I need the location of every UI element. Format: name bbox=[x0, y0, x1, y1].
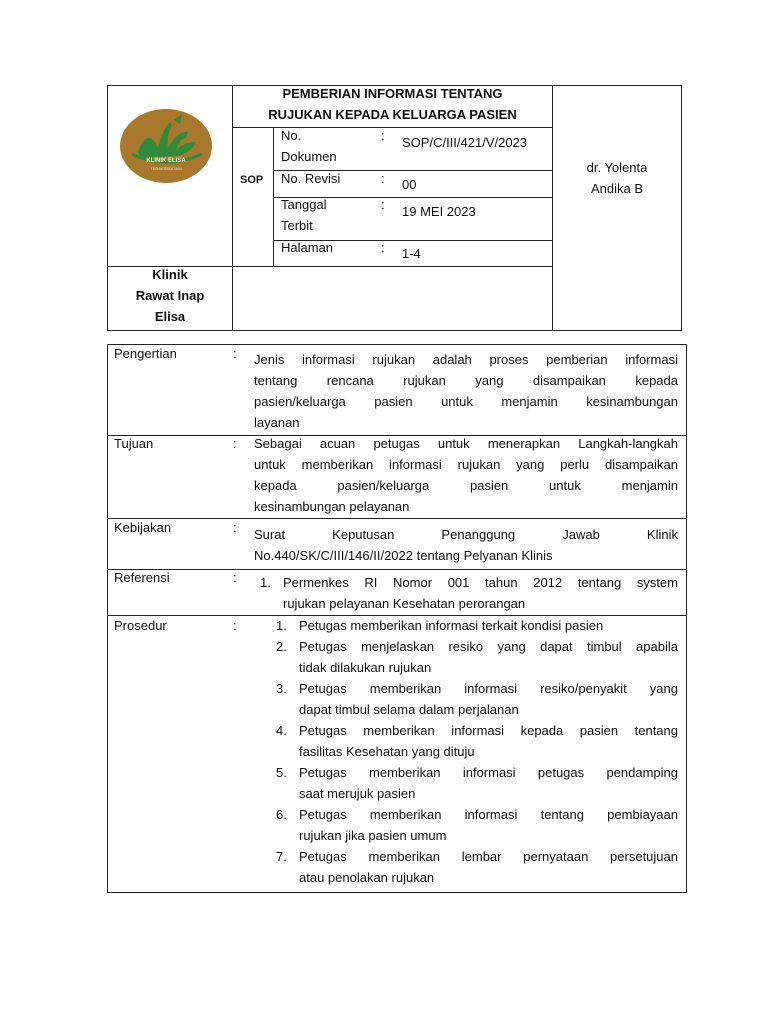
section-label-kebijakan: Kebijakan bbox=[114, 520, 172, 535]
section-label-prosedur: Prosedur bbox=[114, 618, 167, 633]
kebijakan-line-2: No.440/SK/C/III/146/II/2022 tentang Pelyanan Klinis bbox=[254, 548, 553, 563]
tujuan-line-2: untuk memberikan informasi rujukan yang perlu disampaikan bbox=[254, 457, 678, 472]
pengertian-line-3: pasien/keluarga pasien untuk menjamin kesinambungan bbox=[254, 394, 678, 409]
meta-colon-1: : bbox=[381, 128, 385, 143]
pengertian-line-2: tentang rencana rujukan yang disampaikan kepada bbox=[254, 373, 678, 388]
sop-title-line-1: PEMBERIAN INFORMASI TENTANG bbox=[282, 86, 503, 101]
meta-colon-4: : bbox=[381, 240, 385, 255]
clinic-name-line-1: Klinik bbox=[152, 267, 188, 282]
logo-text-bottom: TERAKREDITASI bbox=[150, 166, 182, 171]
referensi-number: 1. bbox=[260, 575, 271, 590]
clinic-name-line-2: Rawat Inap bbox=[135, 288, 205, 303]
clinic-name-line-3: Elisa bbox=[154, 309, 186, 324]
referensi-line-2: rujukan pelayanan Kesehatan perorangan bbox=[283, 596, 526, 611]
prosedur-num-3: 3. bbox=[276, 681, 287, 696]
meta-colon-3: : bbox=[381, 197, 385, 212]
prosedur-item-2-line-2: tidak dilakukan rujukan bbox=[299, 660, 432, 675]
section-colon-kebijakan: : bbox=[233, 520, 237, 535]
pengertian-line-4: layanan bbox=[254, 415, 300, 430]
meta-label-halaman: Halaman bbox=[281, 240, 334, 255]
prosedur-item-6-line-1: Petugas memberikan informasi tentang pembiayaan bbox=[299, 807, 678, 822]
section-colon-referensi: : bbox=[233, 570, 237, 585]
prosedur-item-4-line-1: Petugas memberikan informasi kepada pasien tentang bbox=[299, 723, 678, 738]
section-label-referensi: Referensi bbox=[114, 570, 170, 585]
meta-colon-2: : bbox=[381, 171, 385, 186]
sop-label: SOP bbox=[240, 174, 264, 186]
prosedur-num-4: 4. bbox=[276, 723, 287, 738]
signer-line-2: Andika B bbox=[590, 181, 644, 196]
prosedur-item-2-line-1: Petugas menjelaskan resiko yang dapat timbul apabila bbox=[299, 639, 678, 654]
pengertian-line-1: Jenis informasi rujukan adalah proses pemberian informasi bbox=[254, 352, 678, 367]
meta-label-no-dokumen-1: No. bbox=[281, 128, 302, 143]
referensi-line-1: Permenkes RI Nomor 001 tahun 2012 tentang system bbox=[283, 575, 678, 590]
kebijakan-line-1: Surat Keputusan Penanggung Jawab Klinik bbox=[254, 527, 678, 542]
section-colon-tujuan: : bbox=[233, 436, 237, 451]
prosedur-num-7: 7. bbox=[276, 849, 287, 864]
prosedur-num-2: 2. bbox=[276, 639, 287, 654]
meta-value-halaman: 1-4 bbox=[402, 246, 421, 261]
prosedur-item-3-line-1: Petugas memberikan informasi resiko/penyakit yang bbox=[299, 681, 678, 696]
prosedur-item-5-line-1: Petugas memberikan informasi petugas pendamping bbox=[299, 765, 678, 780]
prosedur-item-7-line-2: atau penolakan rujukan bbox=[299, 870, 435, 885]
prosedur-item-4-line-2: fasilitas Kesehatan yang dituju bbox=[299, 744, 475, 759]
meta-value-no-revisi: 00 bbox=[402, 177, 417, 192]
tujuan-line-3: kepada pasien/keluarga pasien untuk menjamin bbox=[254, 478, 678, 493]
prosedur-num-1: 1. bbox=[276, 618, 287, 633]
signer-line-1: dr. Yolenta bbox=[586, 160, 648, 175]
clinic-logo bbox=[118, 108, 214, 184]
prosedur-item-5-line-2: saat merujuk pasien bbox=[299, 786, 416, 801]
prosedur-item-3-line-2: dapat timbul selama dalam perjalanan bbox=[299, 702, 519, 717]
prosedur-num-5: 5. bbox=[276, 765, 287, 780]
tujuan-line-4: kesinambungan pelayanan bbox=[254, 499, 410, 514]
tujuan-line-1: Sebagai acuan petugas untuk menerapkan Langkah-langkah bbox=[254, 436, 678, 451]
meta-label-tanggal-2: Terbit bbox=[281, 218, 313, 233]
meta-label-tanggal-1: Tanggal bbox=[281, 197, 327, 212]
meta-label-no-revisi: No. Revisi bbox=[281, 171, 341, 186]
section-colon-prosedur: : bbox=[233, 618, 237, 633]
meta-value-tanggal: 19 MEI 2023 bbox=[402, 204, 476, 219]
logo-text-top: KLINIK ELISA bbox=[146, 158, 186, 164]
prosedur-item-1-line-1: Petugas memberikan informasi terkait kondisi pasien bbox=[299, 618, 604, 633]
meta-label-no-dokumen-2: Dokumen bbox=[281, 149, 337, 164]
prosedur-item-7-line-1: Petugas memberikan lembar pernyataan persetujuan bbox=[299, 849, 678, 864]
sop-title-line-2: RUJUKAN KEPADA KELUARGA PASIEN bbox=[268, 107, 517, 122]
section-label-pengertian: Pengertian bbox=[114, 346, 177, 361]
prosedur-num-6: 6. bbox=[276, 807, 287, 822]
prosedur-item-6-line-2: rujukan jika pasien umum bbox=[299, 828, 447, 843]
section-label-tujuan: Tujuan bbox=[114, 436, 154, 451]
meta-value-no-dokumen: SOP/C/III/421/V/2023 bbox=[402, 135, 528, 150]
section-colon-pengertian: : bbox=[233, 346, 237, 361]
